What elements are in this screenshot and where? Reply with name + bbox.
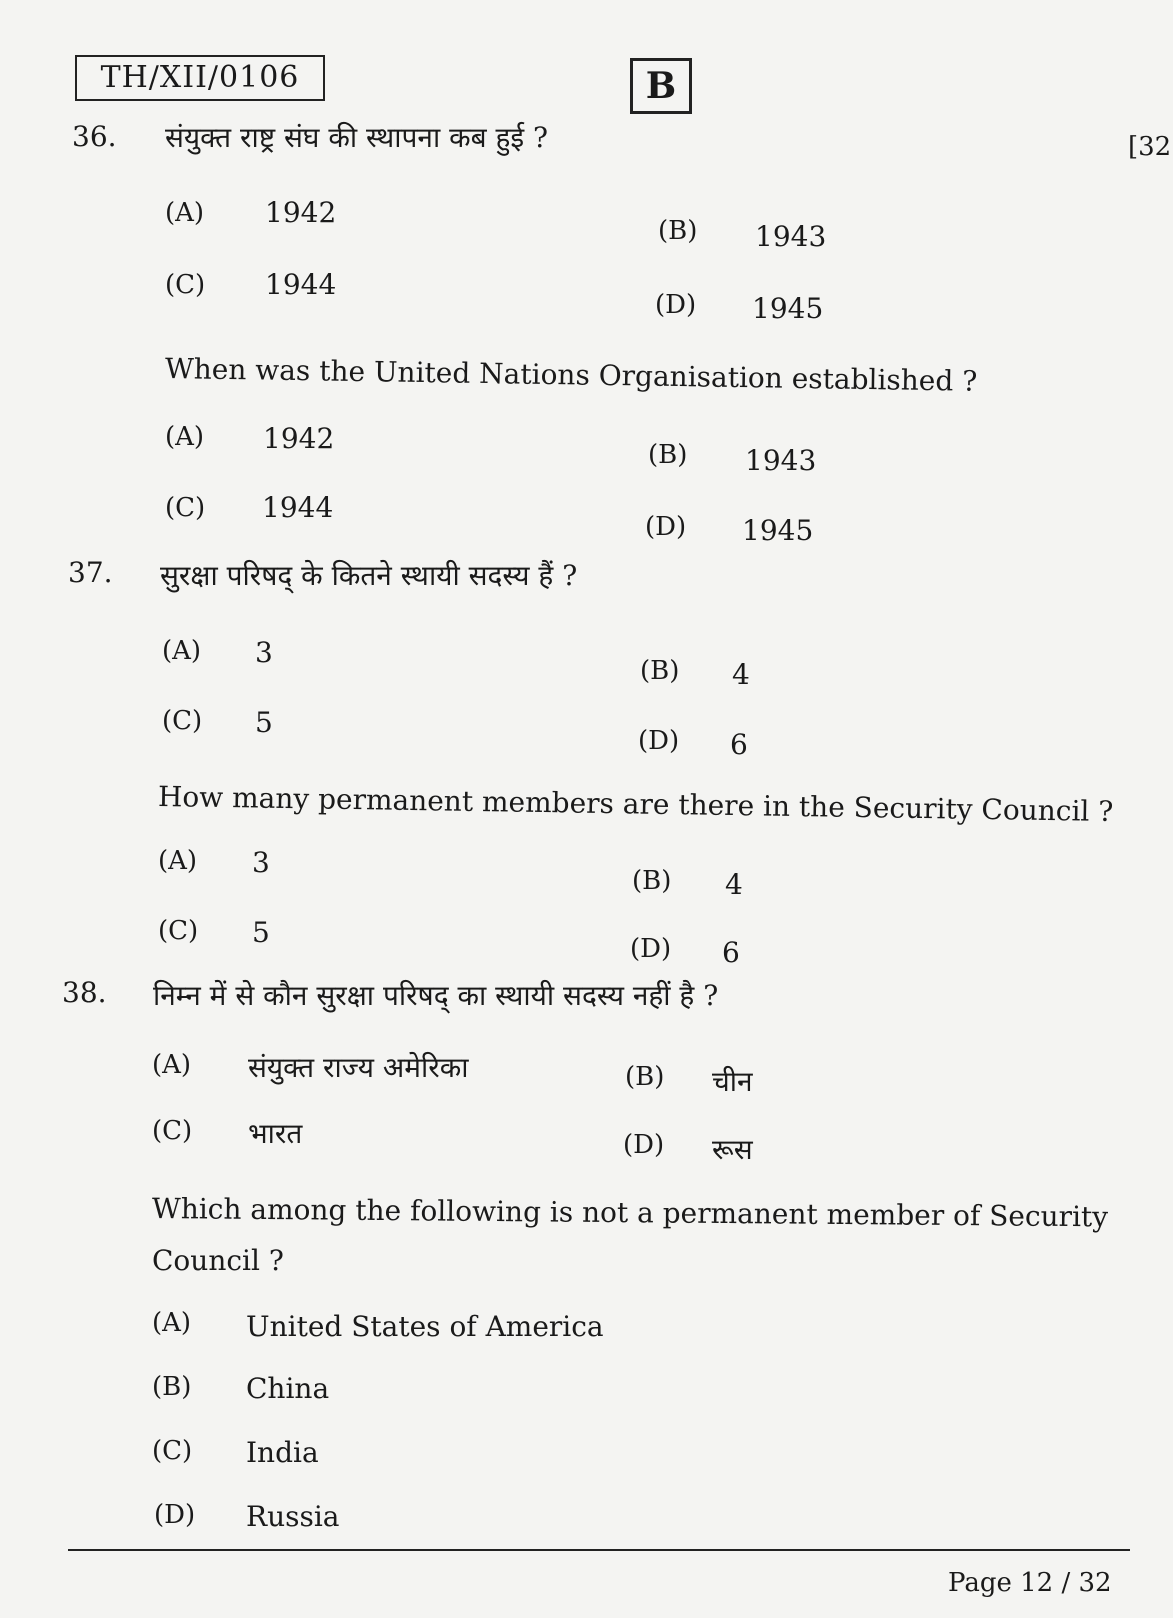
- option-value: 5: [255, 706, 273, 739]
- option-value: 3: [252, 846, 270, 879]
- right-margin-text: [32: [1128, 132, 1172, 162]
- option-value: 1945: [742, 514, 814, 547]
- option-label: (D): [154, 1500, 196, 1530]
- option-label: (C): [162, 706, 203, 736]
- option-label: (C): [165, 270, 206, 300]
- option-value: संयुक्त राज्य अमेरिका: [248, 1051, 469, 1084]
- set-label: B: [630, 58, 692, 114]
- option-value: 6: [722, 936, 740, 969]
- option-label: (D): [645, 512, 687, 542]
- question-number: 38.: [62, 976, 107, 1009]
- option-label: (C): [165, 493, 206, 523]
- option-value: 3: [255, 636, 273, 669]
- option-value: United States of America: [246, 1310, 604, 1343]
- option-value: India: [246, 1436, 319, 1469]
- option-label: (B): [658, 216, 698, 246]
- footer-divider: [68, 1549, 1130, 1551]
- option-value: 1943: [755, 220, 827, 253]
- option-value: Russia: [246, 1500, 340, 1533]
- option-value: भारत: [248, 1117, 303, 1150]
- option-value: China: [246, 1372, 330, 1405]
- option-label: (B): [640, 656, 680, 686]
- question-text-english-continued: Council ?: [152, 1244, 284, 1277]
- option-label: (A): [152, 1308, 192, 1338]
- option-label: (A): [165, 198, 205, 228]
- question-text-english: Which among the following is not a permanent member of Security: [151, 1192, 1109, 1234]
- question-text-english: When was the United Nations Organisation established ?: [164, 352, 978, 398]
- option-label: (A): [162, 636, 202, 666]
- option-label: (B): [648, 440, 688, 470]
- option-label: (B): [632, 866, 672, 896]
- option-value: 1942: [265, 196, 337, 229]
- question-number: 36.: [72, 120, 117, 153]
- option-label: (C): [152, 1436, 193, 1466]
- option-value: 1942: [263, 422, 335, 455]
- option-label: (A): [165, 422, 205, 452]
- option-label: (B): [152, 1372, 192, 1402]
- paper-code: TH/XII/0106: [75, 55, 325, 101]
- page-number: Page 12 / 32: [948, 1568, 1112, 1598]
- option-label: (D): [655, 290, 697, 320]
- option-label: (C): [158, 916, 199, 946]
- option-value: 5: [252, 916, 270, 949]
- option-label: (B): [625, 1062, 665, 1092]
- option-value: 4: [732, 658, 750, 691]
- option-value: चीन: [712, 1065, 753, 1098]
- option-value: 1943: [745, 444, 817, 477]
- option-label: (D): [638, 726, 680, 756]
- question-text-hindi: निम्न में से कौन सुरक्षा परिषद् का स्थायी सदस्य नहीं है ?: [153, 979, 719, 1012]
- option-label: (C): [152, 1116, 193, 1146]
- option-label: (D): [630, 934, 672, 964]
- option-value: 1944: [265, 268, 337, 301]
- option-value: रूस: [712, 1133, 753, 1166]
- option-label: (A): [158, 846, 198, 876]
- question-number: 37.: [68, 556, 113, 589]
- option-value: 4: [725, 868, 743, 901]
- question-text-english: How many permanent members are there in the Security Council ?: [157, 780, 1114, 829]
- question-text-hindi: सुरक्षा परिषद् के कितने स्थायी सदस्य हैं ?: [160, 559, 578, 592]
- option-value: 1945: [752, 292, 824, 325]
- option-label: (D): [623, 1130, 665, 1160]
- option-value: 1944: [262, 491, 334, 524]
- option-label: (A): [152, 1050, 192, 1080]
- option-value: 6: [730, 728, 748, 761]
- question-text-hindi: संयुक्त राष्ट्र संघ की स्थापना कब हुई ?: [165, 121, 549, 154]
